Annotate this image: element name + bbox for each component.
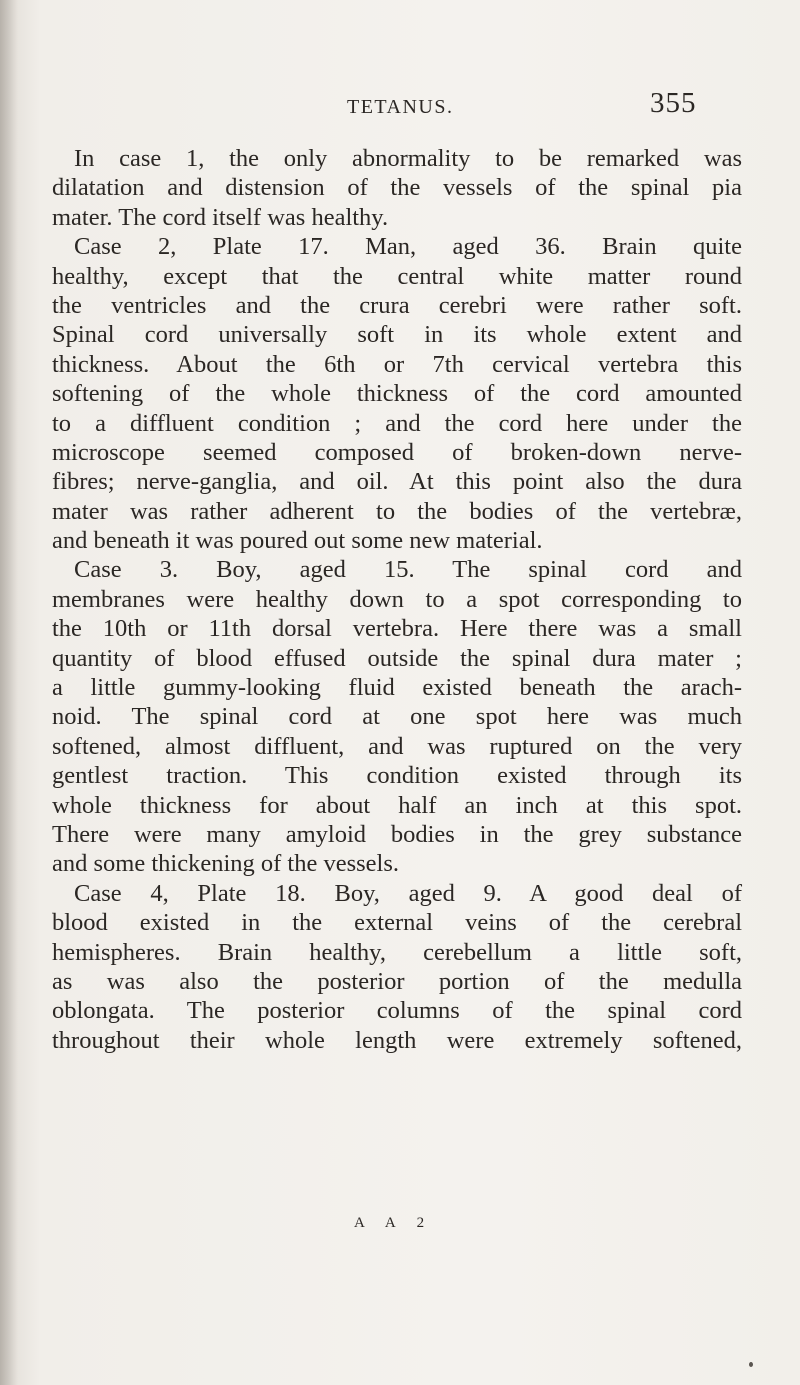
ink-dot (749, 1362, 753, 1367)
text-line: There were many amyloid bodies in the grey substance (52, 820, 742, 848)
text-line: Case 3. Boy, aged 15. The spinal cord and (74, 556, 742, 584)
page-edge-shadow (0, 0, 18, 1385)
text-line: membranes were healthy down to a spot corresponding to (52, 585, 742, 613)
text-line: mater. The cord itself was healthy. (52, 203, 389, 231)
text-line: quantity of blood effused outside the spinal dura mater ; (52, 644, 742, 672)
text-line: blood existed in the external veins of the cerebral (52, 909, 742, 937)
text-body (52, 144, 742, 1055)
text-line: microscope seemed composed of broken-down nerve- (52, 438, 742, 466)
text-line: Spinal cord universally soft in its whole extent and (52, 321, 742, 349)
text-line: healthy, except that the central white matter round (52, 262, 742, 290)
text-line: hemispheres. Brain healthy, cerebellum a little soft, (52, 938, 742, 966)
text-line: fibres; nerve-ganglia, and oil. At this point also the dura (52, 468, 742, 496)
text-line: dilatation and distension of the vessels of the spinal pia (52, 174, 742, 202)
text-line: as was also the posterior portion of the medulla (52, 967, 742, 995)
text-line: and beneath it was poured out some new material. (52, 527, 543, 555)
page-number: 355 (650, 87, 697, 119)
text-line: mater was rather adherent to the bodies of the vertebræ, (52, 497, 742, 525)
text-line: thickness. About the 6th or 7th cervical vertebra this (52, 350, 742, 378)
text-line: and some thickening of the vessels. (52, 850, 400, 878)
running-head (0, 87, 800, 122)
signature-mark: A A 2 (354, 1215, 434, 1231)
text-line: a little gummy-looking fluid existed beneath the arach- (52, 674, 742, 702)
running-title: TETANUS. (347, 96, 454, 118)
text-line: the 10th or 11th dorsal vertebra. Here there was a small (52, 615, 742, 643)
text-line: the ventricles and the crura cerebri were rather soft. (52, 291, 742, 319)
text-line: softened, almost diffluent, and was ruptured on the very (52, 732, 742, 760)
text-line: Case 4, Plate 18. Boy, aged 9. A good deal of (74, 879, 742, 907)
text-line: oblongata. The posterior columns of the spinal cord (52, 997, 742, 1025)
text-line: noid. The spinal cord at one spot here was much (52, 703, 742, 731)
text-line: whole thickness for about half an inch at this spot. (52, 791, 742, 819)
text-line: throughout their whole length were extremely softened, (52, 1026, 742, 1054)
text-line: gentlest traction. This condition existed through its (52, 762, 742, 790)
text-line: softening of the whole thickness of the cord amounted (52, 380, 742, 408)
text-line: In case 1, the only abnormality to be remarked was (74, 145, 742, 172)
text-line: Case 2, Plate 17. Man, aged 36. Brain quite (74, 233, 742, 261)
text-line: to a diffluent condition ; and the cord here under the (52, 409, 742, 437)
